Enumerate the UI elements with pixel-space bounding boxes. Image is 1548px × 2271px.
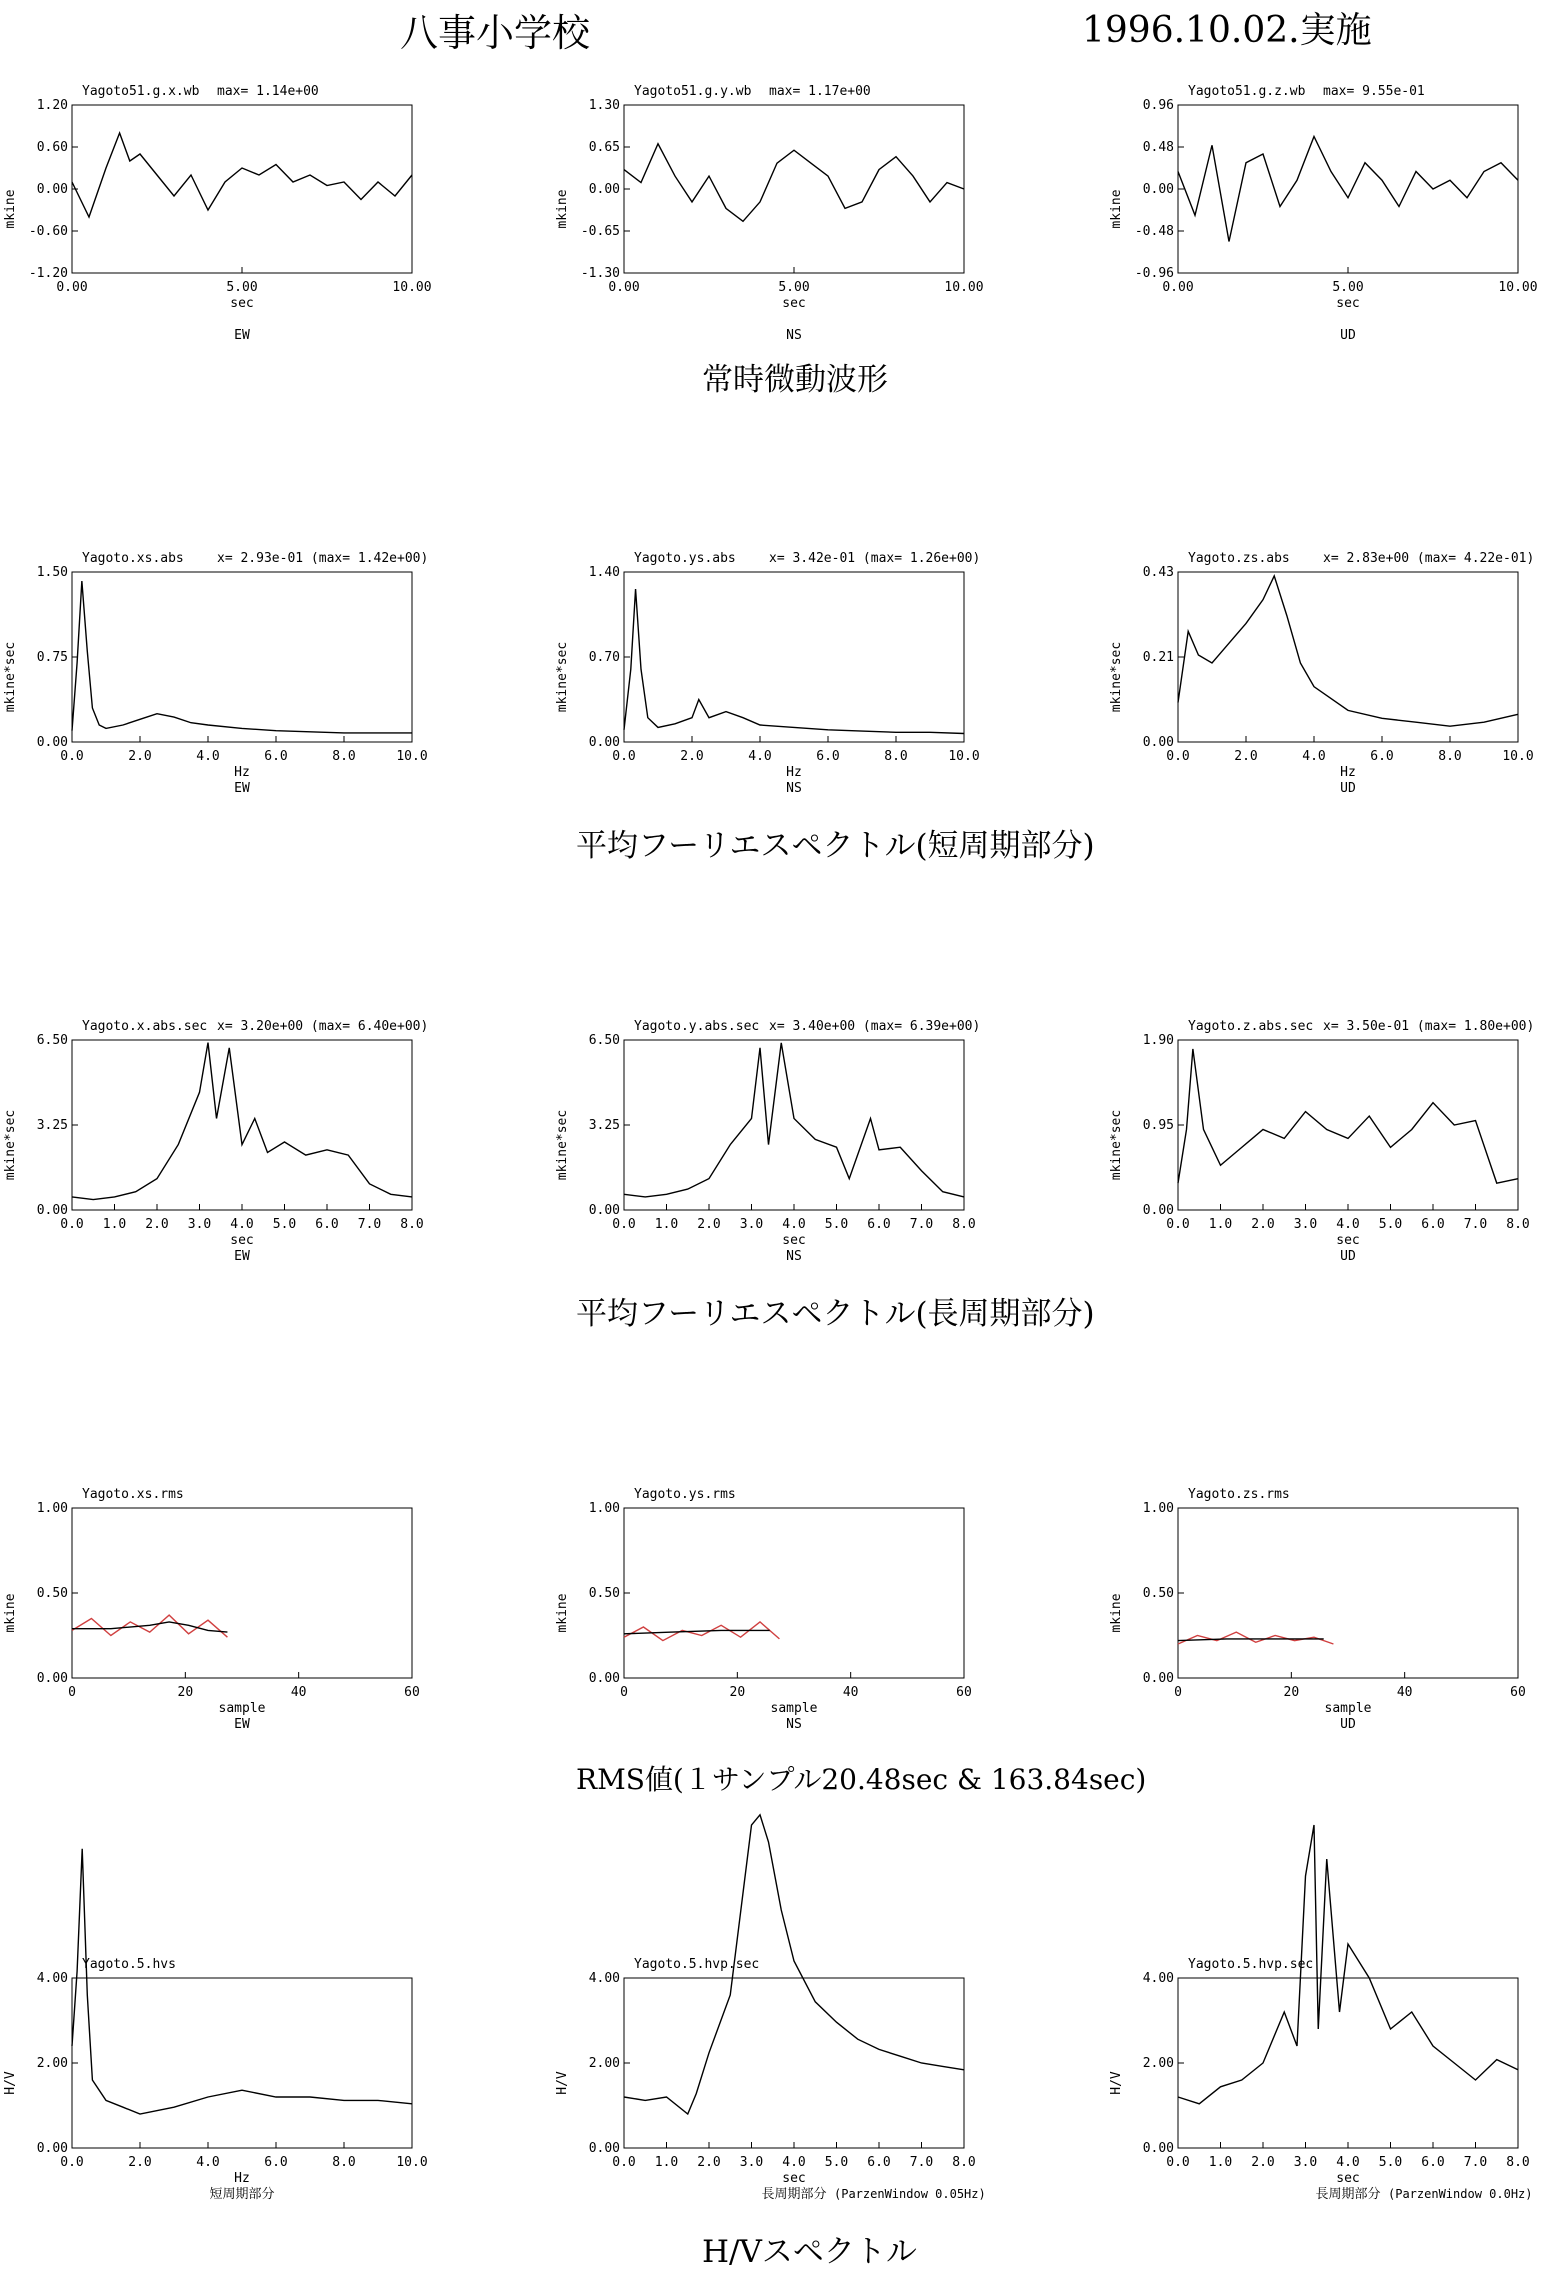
y-tick-label: 0.50 [588, 1586, 620, 1601]
y-tick-label: 0.65 [588, 140, 620, 155]
component-label: 長周期部分 [761, 2187, 827, 2202]
chart-label: Yagoto51.g.y.wb [634, 84, 752, 99]
x-tick-label: 1.0 [1208, 2155, 1233, 2170]
y-tick-label: 0.43 [1142, 565, 1174, 580]
chart-note: (ParzenWindow 0.0Hz) [1388, 2187, 1533, 2201]
x-axis-label: sec [782, 296, 806, 311]
x-tick-label: 4.0 [1336, 2155, 1360, 2170]
y-axis-label: mkine*sec [555, 641, 570, 713]
y-tick-label: 0.00 [588, 1671, 620, 1686]
component-label: UD [1340, 1717, 1356, 1732]
x-tick-label: 4.0 [196, 749, 220, 764]
series-line [72, 1615, 227, 1637]
x-tick-label: 0.0 [612, 2155, 636, 2170]
x-tick-label: 8.0 [1506, 2155, 1530, 2170]
chart-stat: x= 3.50e-01 (max= 1.80e+00) [1323, 1019, 1535, 1034]
x-tick-label: 7.0 [1463, 1217, 1488, 1232]
x-tick-label: 2.0 [680, 749, 704, 764]
series-line [1178, 576, 1518, 726]
y-tick-label: 0.00 [588, 1203, 620, 1218]
chart-stat: x= 3.20e+00 (max= 6.40e+00) [217, 1019, 429, 1034]
x-tick-label: 0.00 [1162, 280, 1194, 295]
x-tick-label: 10.00 [944, 280, 984, 295]
x-tick-label: 5.00 [226, 280, 258, 295]
component-label: 長周期部分 [1315, 2187, 1381, 2202]
y-tick-label: 1.40 [588, 565, 620, 580]
component-label: EW [234, 781, 250, 796]
y-tick-label: 4.00 [36, 1971, 68, 1986]
y-tick-label: 0.48 [1142, 140, 1174, 155]
chart-label: Yagoto.5.hvp.sec [1188, 1957, 1314, 1972]
x-tick-label: 8.0 [1438, 749, 1462, 764]
chart-label: Yagoto.xs.rms [82, 1487, 184, 1502]
y-axis-label: mkine [1109, 1593, 1124, 1633]
x-tick-label: 5.0 [1378, 1217, 1403, 1232]
x-tick-label: 6.0 [816, 749, 840, 764]
x-tick-label: 20 [177, 1685, 194, 1700]
chart-label: Yagoto.5.hvs [82, 1957, 176, 1972]
survey-date: 1996.10.02.実施 [1082, 10, 1372, 51]
y-tick-label: 6.50 [588, 1033, 620, 1048]
y-tick-label: -0.65 [580, 224, 620, 239]
y-tick-label: 2.00 [588, 2056, 620, 2071]
series-line [624, 144, 964, 222]
x-tick-label: 6.0 [867, 1217, 891, 1232]
x-tick-label: 1.0 [1208, 1217, 1233, 1232]
x-tick-label: 2.0 [128, 749, 152, 764]
x-tick-label: 8.0 [1506, 1217, 1530, 1232]
y-tick-label: -0.96 [1134, 266, 1174, 281]
series-line [1178, 137, 1518, 242]
x-axis-label: sec [230, 1233, 254, 1248]
chart-label: Yagoto.y.abs.sec [634, 1019, 760, 1034]
y-tick-label: 0.00 [588, 735, 620, 750]
x-axis-label: Hz [1340, 765, 1356, 780]
x-tick-label: 10.00 [392, 280, 432, 295]
chart-stat: x= 2.93e-01 (max= 1.42e+00) [217, 551, 429, 566]
y-axis-label: H/V [3, 2071, 18, 2095]
x-tick-label: 8.0 [884, 749, 908, 764]
series-line [624, 589, 964, 734]
y-tick-label: 0.95 [1142, 1118, 1174, 1133]
x-tick-label: 8.0 [952, 1217, 976, 1232]
component-label: UD [1340, 781, 1356, 796]
series-line [72, 1043, 412, 1200]
x-tick-label: 0.0 [1166, 2155, 1190, 2170]
y-tick-label: 0.00 [1142, 2141, 1174, 2156]
plot-frame [624, 1978, 964, 2148]
plot-frame [1178, 1978, 1518, 2148]
x-axis-label: sec [230, 296, 254, 311]
y-tick-label: 6.50 [36, 1033, 68, 1048]
chart-label: Yagoto51.g.z.wb [1188, 84, 1306, 99]
chart-stat: x= 3.40e+00 (max= 6.39e+00) [769, 1019, 981, 1034]
x-tick-label: 3.0 [739, 2155, 764, 2170]
x-tick-label: 2.0 [697, 1217, 721, 1232]
y-axis-label: mkine*sec [1109, 641, 1124, 713]
x-tick-label: 3.0 [1293, 1217, 1318, 1232]
x-tick-label: 0.0 [60, 1217, 84, 1232]
y-axis-label: mkine [3, 1593, 18, 1633]
plot-frame [72, 105, 412, 273]
y-tick-label: 1.50 [36, 565, 68, 580]
x-tick-label: 1.0 [654, 1217, 679, 1232]
y-axis-label: mkine [1109, 189, 1124, 229]
y-tick-label: 4.00 [1142, 1971, 1174, 1986]
x-tick-label: 2.0 [145, 1217, 169, 1232]
x-tick-label: 2.0 [128, 2155, 152, 2170]
y-tick-label: 2.00 [36, 2056, 68, 2071]
x-tick-label: 8.0 [332, 2155, 356, 2170]
component-label: EW [234, 1249, 250, 1264]
x-tick-label: 0.0 [1166, 749, 1190, 764]
x-tick-label: 60 [1510, 1685, 1526, 1700]
section-fourier-long: 平均フーリエスペクトル(長周期部分) [576, 1296, 1095, 1332]
component-label: UD [1340, 1249, 1356, 1264]
y-tick-label: 0.00 [588, 2141, 620, 2156]
component-label: NS [786, 1717, 802, 1732]
x-tick-label: 20 [729, 1685, 746, 1700]
x-tick-label: 1.0 [654, 2155, 679, 2170]
x-axis-label: Hz [786, 765, 802, 780]
x-tick-label: 1.0 [102, 1217, 127, 1232]
chart-label: Yagoto.5.hvp.sec [634, 1957, 760, 1972]
x-tick-label: 6.0 [1421, 2155, 1445, 2170]
chart-stat: max= 1.17e+00 [769, 84, 871, 99]
chart-label: Yagoto51.g.x.wb [82, 84, 200, 99]
y-axis-label: mkine [555, 189, 570, 229]
chart-label: Yagoto.x.abs.sec [82, 1019, 208, 1034]
x-tick-label: 3.0 [187, 1217, 212, 1232]
y-tick-label: 0.00 [1142, 735, 1174, 750]
y-tick-label: 1.00 [588, 1501, 620, 1516]
x-tick-label: 4.0 [1302, 749, 1326, 764]
x-tick-label: 0 [68, 1685, 76, 1700]
x-tick-label: 6.0 [867, 2155, 891, 2170]
x-tick-label: 5.00 [1332, 280, 1364, 295]
component-label: EW [234, 1717, 250, 1732]
plot-frame [1178, 1508, 1518, 1678]
x-tick-label: 8.0 [400, 1217, 424, 1232]
y-tick-label: -0.48 [1134, 224, 1174, 239]
x-axis-label: sample [218, 1701, 266, 1716]
plot-frame [72, 1978, 412, 2148]
plot-frame [624, 1040, 964, 1210]
y-tick-label: 0.21 [1142, 650, 1174, 665]
x-tick-label: 10.0 [948, 749, 980, 764]
plot-frame [1178, 105, 1518, 273]
section-waveform: 常時微動波形 [702, 362, 888, 398]
x-tick-label: 0.0 [1166, 1217, 1190, 1232]
y-axis-label: mkine*sec [1109, 1109, 1124, 1181]
y-tick-label: -1.20 [28, 266, 68, 281]
x-tick-label: 40 [842, 1685, 859, 1700]
y-tick-label: 0.00 [36, 1203, 68, 1218]
x-tick-label: 4.0 [196, 2155, 220, 2170]
y-tick-label: 0.70 [588, 650, 620, 665]
x-tick-label: 0 [1174, 1685, 1182, 1700]
x-tick-label: 0 [620, 1685, 628, 1700]
x-tick-label: 0.0 [60, 2155, 84, 2170]
x-tick-label: 0.0 [60, 749, 84, 764]
plot-frame [72, 1508, 412, 1678]
series-line [1178, 1049, 1518, 1183]
y-tick-label: 0.00 [36, 2141, 68, 2156]
x-tick-label: 5.0 [1378, 2155, 1403, 2170]
plot-frame [624, 105, 964, 273]
x-tick-label: 5.0 [272, 1217, 297, 1232]
x-tick-label: 2.0 [1234, 749, 1258, 764]
x-axis-label: sample [1324, 1701, 1372, 1716]
y-axis-label: mkine*sec [3, 1109, 18, 1181]
y-tick-label: 4.00 [588, 1971, 620, 1986]
x-axis-label: sec [1336, 296, 1360, 311]
x-tick-label: 40 [290, 1685, 307, 1700]
y-tick-label: -1.30 [580, 266, 620, 281]
y-tick-label: 3.25 [36, 1118, 68, 1133]
x-tick-label: 7.0 [909, 2155, 934, 2170]
x-tick-label: 3.0 [1293, 2155, 1318, 2170]
y-tick-label: 0.50 [1142, 1586, 1174, 1601]
x-tick-label: 8.0 [332, 749, 356, 764]
x-tick-label: 0.0 [612, 749, 636, 764]
y-tick-label: 0.50 [36, 1586, 68, 1601]
x-tick-label: 2.0 [1251, 2155, 1275, 2170]
component-label: NS [786, 328, 802, 343]
chart-label: Yagoto.xs.abs [82, 551, 184, 566]
plot-frame [1178, 1040, 1518, 1210]
y-tick-label: 0.00 [36, 735, 68, 750]
y-tick-label: 0.60 [36, 140, 68, 155]
x-tick-label: 2.0 [697, 2155, 721, 2170]
y-tick-label: 0.00 [36, 1671, 68, 1686]
plot-frame [72, 1040, 412, 1210]
x-tick-label: 5.00 [778, 280, 810, 295]
x-tick-label: 4.0 [748, 749, 772, 764]
x-tick-label: 3.0 [739, 1217, 764, 1232]
x-tick-label: 5.0 [824, 1217, 849, 1232]
y-tick-label: 1.90 [1142, 1033, 1174, 1048]
y-tick-label: 1.00 [36, 1501, 68, 1516]
x-tick-label: 40 [1396, 1685, 1413, 1700]
component-label: EW [234, 328, 250, 343]
x-tick-label: 10.00 [1498, 280, 1538, 295]
y-axis-label: mkine*sec [3, 641, 18, 713]
y-tick-label: 0.00 [1142, 1671, 1174, 1686]
series-line [1178, 1632, 1333, 1644]
x-tick-label: 7.0 [357, 1217, 382, 1232]
y-tick-label: 1.20 [36, 98, 68, 113]
x-tick-label: 10.0 [396, 749, 428, 764]
y-tick-label: 0.00 [36, 182, 68, 197]
x-tick-label: 2.0 [1251, 1217, 1275, 1232]
y-axis-label: H/V [1109, 2071, 1124, 2095]
x-tick-label: 6.0 [264, 2155, 288, 2170]
chart-label: Yagoto.zs.abs [1188, 551, 1290, 566]
y-tick-label: -0.60 [28, 224, 68, 239]
x-tick-label: 0.00 [56, 280, 88, 295]
x-axis-label: Hz [234, 2171, 250, 2186]
y-tick-label: 0.75 [36, 650, 68, 665]
series-line [72, 1849, 412, 2114]
x-tick-label: 20 [1283, 1685, 1300, 1700]
plot-frame [1178, 572, 1518, 742]
chart-label: Yagoto.zs.rms [1188, 1487, 1290, 1502]
x-axis-label: sec [782, 1233, 806, 1248]
y-tick-label: 0.00 [1142, 1203, 1174, 1218]
chart-label: Yagoto.ys.abs [634, 551, 736, 566]
x-tick-label: 4.0 [782, 2155, 806, 2170]
x-tick-label: 6.0 [264, 749, 288, 764]
x-tick-label: 4.0 [782, 1217, 806, 1232]
series-line [72, 133, 412, 217]
y-axis-label: mkine [555, 1593, 570, 1633]
x-tick-label: 4.0 [1336, 1217, 1360, 1232]
x-tick-label: 6.0 [1421, 1217, 1445, 1232]
x-tick-label: 0.00 [608, 280, 640, 295]
chart-label: Yagoto.ys.rms [634, 1487, 736, 1502]
chart-note: (ParzenWindow 0.05Hz) [834, 2187, 986, 2201]
chart-stat: max= 1.14e+00 [217, 84, 319, 99]
x-axis-label: sample [770, 1701, 818, 1716]
plot-frame [624, 1508, 964, 1678]
chart-stat: x= 3.42e-01 (max= 1.26e+00) [769, 551, 981, 566]
x-tick-label: 6.0 [1370, 749, 1394, 764]
x-axis-label: sec [1336, 2171, 1360, 2186]
x-tick-label: 60 [404, 1685, 420, 1700]
chart-stat: max= 9.55e-01 [1323, 84, 1425, 99]
component-label: NS [786, 1249, 802, 1264]
component-label: UD [1340, 328, 1356, 343]
y-tick-label: 3.25 [588, 1118, 620, 1133]
y-axis-label: H/V [555, 2071, 570, 2095]
section-hv: H/Vスペクトル [702, 2234, 917, 2270]
school-name: 八事小学校 [400, 11, 591, 55]
x-tick-label: 10.0 [1502, 749, 1534, 764]
component-label: NS [786, 781, 802, 796]
plot-frame [72, 572, 412, 742]
y-tick-label: 0.96 [1142, 98, 1174, 113]
x-tick-label: 0.0 [612, 1217, 636, 1232]
y-tick-label: 0.00 [588, 182, 620, 197]
y-axis-label: mkine*sec [555, 1109, 570, 1181]
y-axis-label: mkine [3, 189, 18, 229]
chart-stat: x= 2.83e+00 (max= 4.22e-01) [1323, 551, 1535, 566]
plot-frame [624, 572, 964, 742]
series-line [624, 1043, 964, 1197]
x-axis-label: sec [1336, 1233, 1360, 1248]
x-tick-label: 7.0 [909, 1217, 934, 1232]
section-fourier-short: 平均フーリエスペクトル(短周期部分) [576, 828, 1095, 864]
y-tick-label: 1.00 [1142, 1501, 1174, 1516]
x-tick-label: 7.0 [1463, 2155, 1488, 2170]
x-tick-label: 5.0 [824, 2155, 849, 2170]
chart-label: Yagoto.z.abs.sec [1188, 1019, 1314, 1034]
component-label: 短周期部分 [209, 2187, 275, 2202]
x-tick-label: 4.0 [230, 1217, 254, 1232]
x-tick-label: 8.0 [952, 2155, 976, 2170]
y-tick-label: 2.00 [1142, 2056, 1174, 2071]
x-tick-label: 10.0 [396, 2155, 428, 2170]
y-tick-label: 1.30 [588, 98, 620, 113]
x-axis-label: Hz [234, 765, 250, 780]
x-tick-label: 6.0 [315, 1217, 339, 1232]
series-line [72, 581, 412, 733]
y-tick-label: 0.00 [1142, 182, 1174, 197]
section-rms: RMS値(１サンプル20.48sec & 163.84sec) [576, 1763, 1147, 1796]
x-axis-label: sec [782, 2171, 806, 2186]
x-tick-label: 60 [956, 1685, 972, 1700]
